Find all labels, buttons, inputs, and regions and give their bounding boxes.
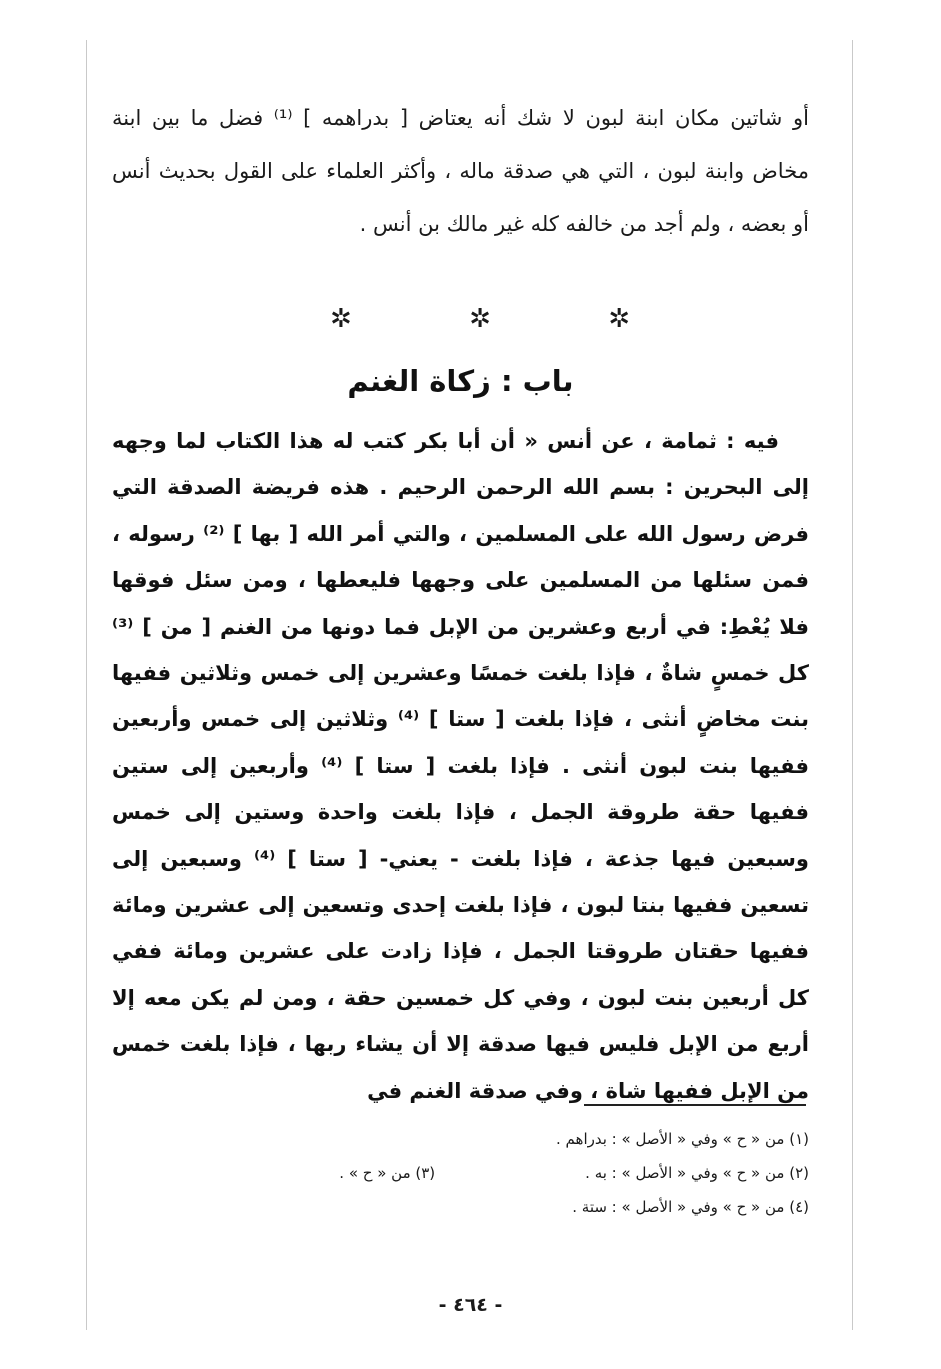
chapter-body xyxy=(112,418,809,1114)
scan-edge-mark-left xyxy=(86,40,87,1330)
intro-paragraph xyxy=(112,92,809,251)
section-separator xyxy=(330,304,630,334)
page-number: - ٤٦٤ - xyxy=(438,1294,503,1316)
scan-edge-mark-right xyxy=(852,40,853,1330)
footnote-1: (١) من « ح » وفي « الأصل » : بدراهم . xyxy=(556,1130,809,1148)
intro-text: أو شاتين مكان ابنة لبون لا شك أنه يعتاض [ بدراهمه ] ⁽¹⁾ فضل ما بين ابنة مخاض وابنة لبون ، التي هي صدقة ماله ، وأكثر العلماء على القول بحديث أنس أو بعضه ، ولم أجد من خالفه كله غير مالك بن أنس . xyxy=(112,106,810,236)
separator-star-icon: ✲ xyxy=(469,304,491,334)
footnote-line xyxy=(112,1156,809,1190)
footnotes xyxy=(112,1122,809,1224)
footnote-3: (٣) من « ح » . xyxy=(339,1164,436,1182)
chapter-title: باب : زكاة الغنم xyxy=(347,364,574,398)
separator-star-icon: ✲ xyxy=(330,304,352,334)
separator-star-icon: ✲ xyxy=(608,304,630,334)
footnote-line xyxy=(112,1122,809,1156)
footnote-2: (٢) من « ح » وفي « الأصل » : به . xyxy=(585,1164,809,1182)
footnote-divider xyxy=(584,1104,806,1106)
footnote-line xyxy=(112,1190,809,1224)
footnote-4: (٤) من « ح » وفي « الأصل » : ستة . xyxy=(572,1198,809,1216)
body-paragraph: فيه : ثمامة ، عن أنس « أن أبا بكر كتب له هذا الكتاب لما وجهه إلى البحرين : بسم الله الرحمن الرحيم . هذه فريضة الصدقة التي فرض رسول الله على المسلمين ، والتي أمر الله [ بها ] ⁽²⁾ رسوله ، فمن سئلها من المسلمين على وجهها فليعطها ، ومن سئل فوقها فلا يُعْطِ: في أربع وعشرين من الإبل فما دونها من الغنم [ من ] ⁽³⁾ كل خمسٍ شاةٌ ، فإذا بلغت خمسًا وعشرين إلى خمس وثلاثين ففيها بنت مخاضٍ أنثى ، فإذا بلغت [ ستا ] ⁽⁴⁾ وثلاثين إلى خمس وأربعين ففيها بنت لبون أنثى . فإذا بلغت [ ستا ] ⁽⁴⁾ وأربعين إلى ستين ففيها حقة طروقة الجمل ، فإذا بلغت واحدة وستين إلى خمس وسبعين فيها جذعة ، فإذا بلغت - يعني- [ ستا ] ⁽⁴⁾ وسبعين إلى تسعين ففيها بنتا لبون ، فإذا بلغت إحدى وتسعين إلى عشرين ومائة ففيها حقتان طروقتا الجمل ، فإذا زادت على عشرين ومائة ففي كل أربعين بنت لبون ، وفي كل خمسين حقة ، ومن لم يكن معه إلا أربع من الإبل فليس فيها صدقة إلا أن يشاء ربها ، فإذا بلغت خمس من الإبل ففيها شاة ، وفي صدقة الغنم في xyxy=(112,429,809,1103)
